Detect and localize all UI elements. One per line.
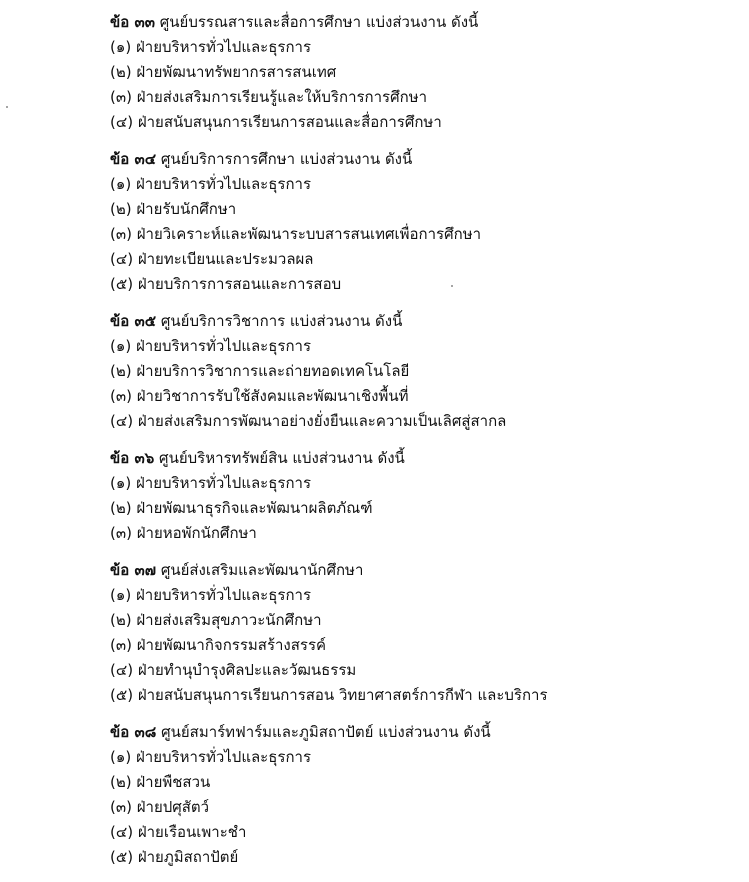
section-number: ข้อ ๓๖ — [110, 449, 155, 467]
list-item: (๒) ฝ่ายพัฒนาธุรกิจและพัฒนาผลิตภัณฑ์ — [110, 499, 373, 517]
list-item: (๓) ฝ่ายปศุสัตว์ — [110, 798, 210, 816]
list-item: (๓) ฝ่ายพัฒนากิจกรรมสร้างสรรค์ — [110, 636, 327, 654]
section-number: ข้อ ๓๕ — [110, 312, 157, 330]
list-item: (๑) ฝ่ายบริหารทั่วไปและธุรการ — [110, 175, 312, 193]
list-item: (๔) ฝ่ายทำนุบำรุงศิลปะและวัฒนธรรม — [110, 661, 357, 679]
section-number: ข้อ ๓๓ — [110, 13, 155, 31]
section-number: ข้อ ๓๗ — [110, 561, 157, 579]
list-item: (๔) ฝ่ายสนับสนุนการเรียนการสอนและสื่อการศึกษา — [110, 113, 442, 131]
list-item: (๕) ฝ่ายภูมิสถาปัตย์ — [110, 848, 239, 866]
section-37 — [110, 558, 740, 708]
section-heading — [110, 558, 740, 583]
section-heading — [110, 446, 740, 471]
scan-speck — [451, 285, 453, 287]
document-page — [110, 10, 740, 882]
section-heading — [110, 309, 740, 334]
list-item: (๑) ฝ่ายบริหารทั่วไปและธุรการ — [110, 38, 312, 56]
section-number: ข้อ ๓๔ — [110, 150, 157, 168]
list-item: (๕) ฝ่ายสนับสนุนการเรียนการสอน วิทยาศาสตร์การกีฬา และบริการ — [110, 686, 548, 704]
section-title: ศูนย์ส่งเสริมและพัฒนานักศึกษา — [160, 561, 364, 579]
list-item: (๒) ฝ่ายส่งเสริมสุขภาวะนักศึกษา — [110, 611, 322, 629]
list-item: (๓) ฝ่ายส่งเสริมการเรียนรู้และให้บริการการศึกษา — [110, 88, 428, 106]
section-title: ศูนย์บริการวิชาการ แบ่งส่วนงาน ดังนี้ — [160, 312, 403, 330]
list-item: (๔) ฝ่ายเรือนเพาะชำ — [110, 823, 247, 841]
list-item: (๓) ฝ่ายหอพักนักศึกษา — [110, 524, 257, 542]
section-title: ศูนย์บริหารทรัพย์สิน แบ่งส่วนงาน ดังนี้ — [159, 449, 405, 467]
list-item: (๔) ฝ่ายส่งเสริมการพัฒนาอย่างยั่งยืนและความเป็นเลิศสู่สากล — [110, 412, 507, 430]
section-35 — [110, 309, 740, 434]
list-item: (๑) ฝ่ายบริหารทั่วไปและธุรการ — [110, 474, 312, 492]
list-item: (๑) ฝ่ายบริหารทั่วไปและธุรการ — [110, 337, 312, 355]
section-heading — [110, 720, 740, 745]
list-item: (๑) ฝ่ายบริหารทั่วไปและธุรการ — [110, 586, 312, 604]
section-36 — [110, 446, 740, 546]
section-33 — [110, 10, 740, 135]
section-title: ศูนย์สมาร์ทฟาร์มและภูมิสถาปัตย์ แบ่งส่วนงาน ดังนี้ — [161, 723, 491, 741]
section-title: ศูนย์บรรณสารและสื่อการศึกษา แบ่งส่วนงาน ดังนี้ — [159, 13, 479, 31]
section-heading — [110, 147, 740, 172]
list-item: (๒) ฝ่ายพืชสวน — [110, 773, 211, 791]
list-item: (๕) ฝ่ายบริการการสอนและการสอบ — [110, 275, 342, 293]
list-item: (๔) ฝ่ายทะเบียนและประมวลผล — [110, 250, 314, 268]
list-item: (๓) ฝ่ายวิชาการรับใช้สังคมและพัฒนาเชิงพื้นที่ — [110, 387, 409, 405]
section-38 — [110, 720, 740, 870]
list-item: (๒) ฝ่ายรับนักศึกษา — [110, 200, 237, 218]
scan-speck — [6, 106, 8, 108]
list-item: (๒) ฝ่ายพัฒนาทรัพยากรสารสนเทศ — [110, 63, 337, 81]
list-item: (๓) ฝ่ายวิเคราะห์และพัฒนาระบบสารสนเทศเพื่อการศึกษา — [110, 225, 482, 243]
section-heading — [110, 10, 740, 35]
section-34 — [110, 147, 740, 297]
list-item: (๑) ฝ่ายบริหารทั่วไปและธุรการ — [110, 748, 312, 766]
list-item: (๒) ฝ่ายบริการวิชาการและถ่ายทอดเทคโนโลยี — [110, 362, 410, 380]
section-number: ข้อ ๓๘ — [110, 723, 157, 741]
section-title: ศูนย์บริการการศึกษา แบ่งส่วนงาน ดังนี้ — [160, 150, 413, 168]
